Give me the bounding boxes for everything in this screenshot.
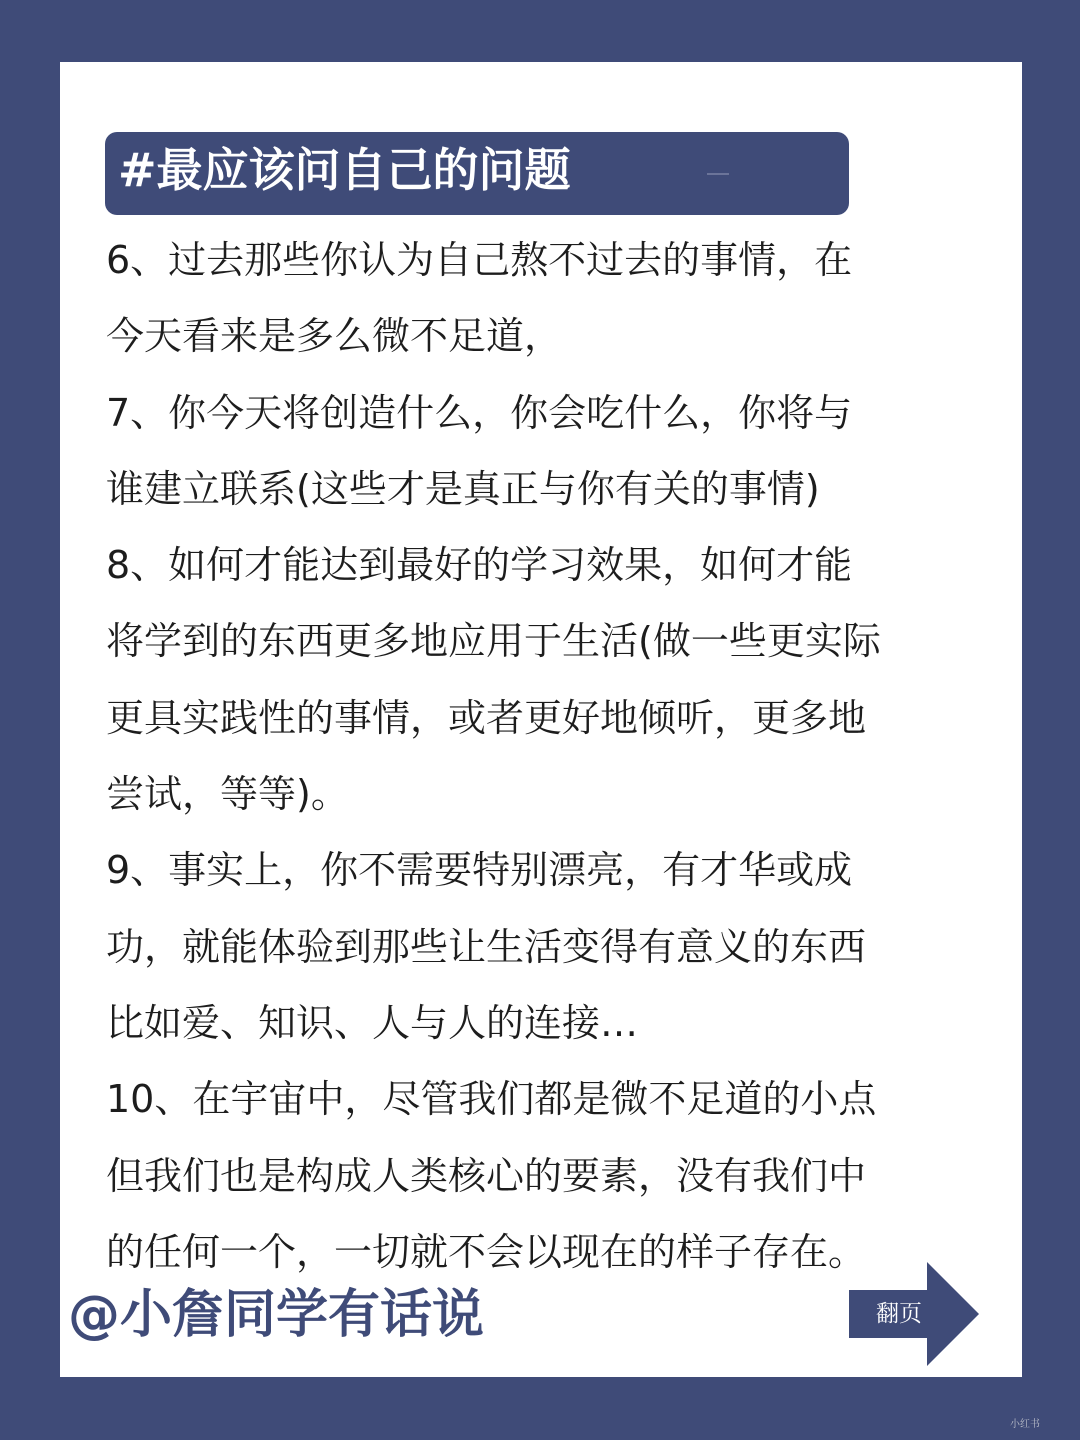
text-line: 将学到的东西更多地应用于生活(做一些更实际 bbox=[106, 619, 881, 664]
next-page-button[interactable] bbox=[849, 1262, 981, 1366]
text-line: 尝试，等等)。 bbox=[106, 772, 349, 817]
title-decoration bbox=[707, 173, 729, 175]
page-title: #最应该问自己的问题 bbox=[118, 143, 571, 197]
text-line: 10、在宇宙中，尽管我们都是微不足道的小点 bbox=[106, 1077, 877, 1122]
text-line: 功，就能体验到那些让生活变得有意义的东西 bbox=[106, 924, 867, 969]
text-line: 7、你今天将创造什么，你会吃什么，你将与 bbox=[106, 390, 853, 435]
text-line: 更具实践性的事情，或者更好地倾听，更多地 bbox=[106, 695, 867, 740]
author-handle: @小詹同学有话说 bbox=[68, 1285, 485, 1345]
text-line: 但我们也是构成人类核心的要素，没有我们中 bbox=[106, 1153, 867, 1198]
text-line: 谁建立联系(这些才是真正与你有关的事情) bbox=[106, 466, 820, 511]
title-banner bbox=[105, 132, 849, 215]
text-line: 比如爱、知识、人与人的连接… bbox=[106, 1000, 639, 1045]
text-line: 8、如何才能达到最好的学习效果，如何才能 bbox=[106, 543, 853, 588]
next-page-label: 翻页 bbox=[876, 1301, 922, 1327]
text-line: 今天看来是多么微不足道， bbox=[106, 314, 563, 359]
text-line: 9、事实上，你不需要特别漂亮，有才华或成 bbox=[106, 848, 853, 893]
text-line: 的任何一个，一切就不会以现在的样子存在。 bbox=[106, 1229, 867, 1274]
text-line: 6、过去那些你认为自己熬不过去的事情，在 bbox=[106, 238, 853, 282]
content-card bbox=[60, 62, 1022, 1377]
question-list bbox=[106, 222, 976, 1290]
watermark: 小红书 bbox=[1010, 1419, 1040, 1430]
